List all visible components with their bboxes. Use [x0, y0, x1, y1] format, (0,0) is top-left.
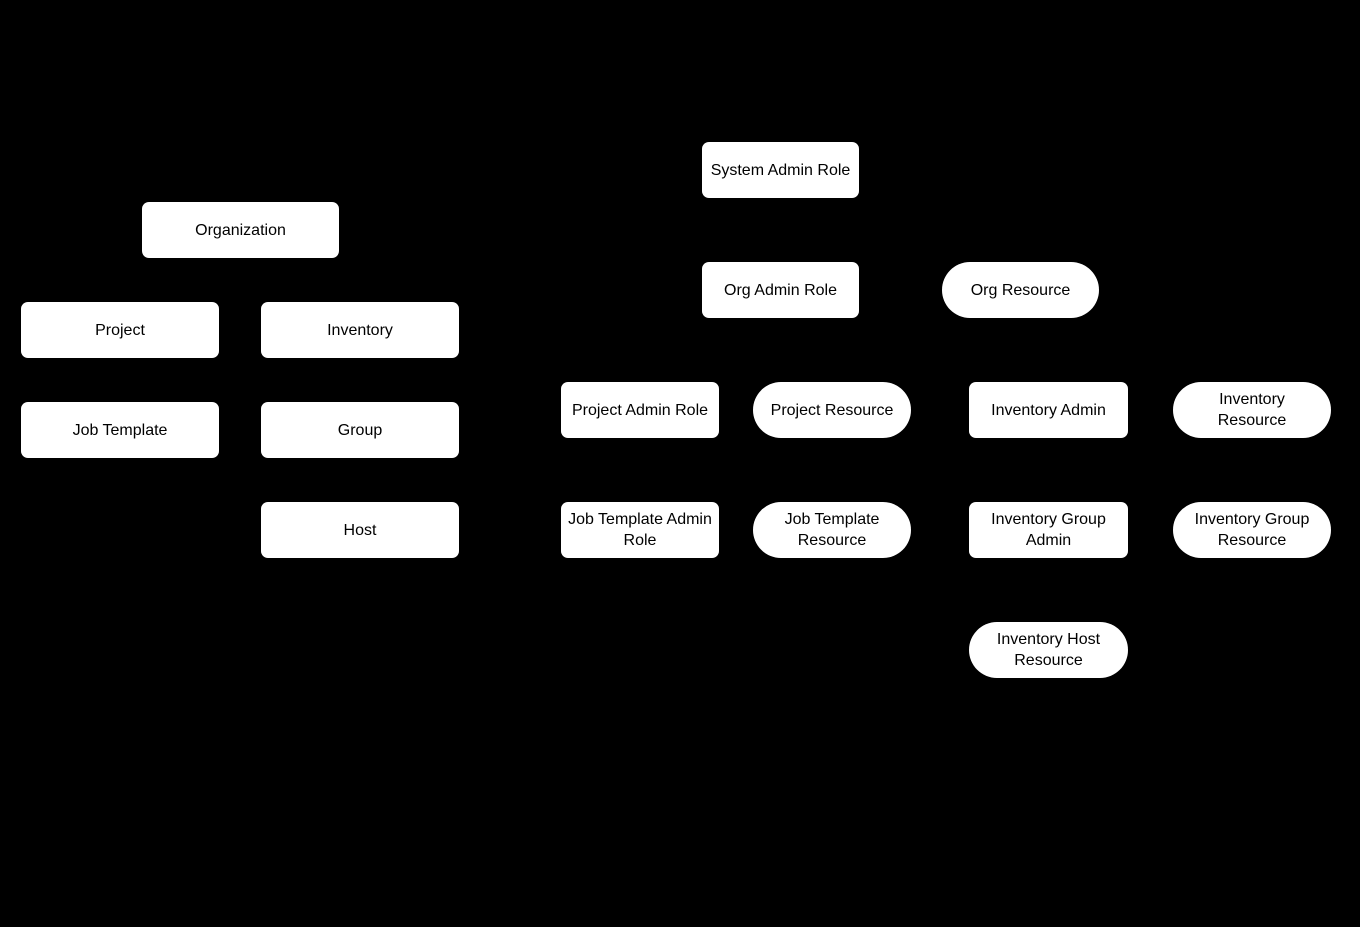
node-inventory-group-resource: Inventory Group Resource: [1173, 502, 1331, 558]
node-job-template-resource: Job Template Resource: [753, 502, 911, 558]
node-project-resource: Project Resource: [753, 382, 911, 438]
node-organization: Organization: [142, 202, 339, 258]
node-host: Host: [261, 502, 459, 558]
node-job-template: Job Template: [21, 402, 219, 458]
node-project: Project: [21, 302, 219, 358]
node-org-resource: Org Resource: [942, 262, 1099, 318]
node-inventory: Inventory: [261, 302, 459, 358]
node-inventory-admin: Inventory Admin: [969, 382, 1128, 438]
node-org-admin-role: Org Admin Role: [702, 262, 859, 318]
node-inventory-host-resource: Inventory Host Resource: [969, 622, 1128, 678]
node-job-template-admin-role: Job Template Admin Role: [561, 502, 719, 558]
node-inventory-group-admin: Inventory Group Admin: [969, 502, 1128, 558]
node-inventory-resource: Inventory Resource: [1173, 382, 1331, 438]
node-project-admin-role: Project Admin Role: [561, 382, 719, 438]
node-group: Group: [261, 402, 459, 458]
node-system-admin-role: System Admin Role: [702, 142, 859, 198]
